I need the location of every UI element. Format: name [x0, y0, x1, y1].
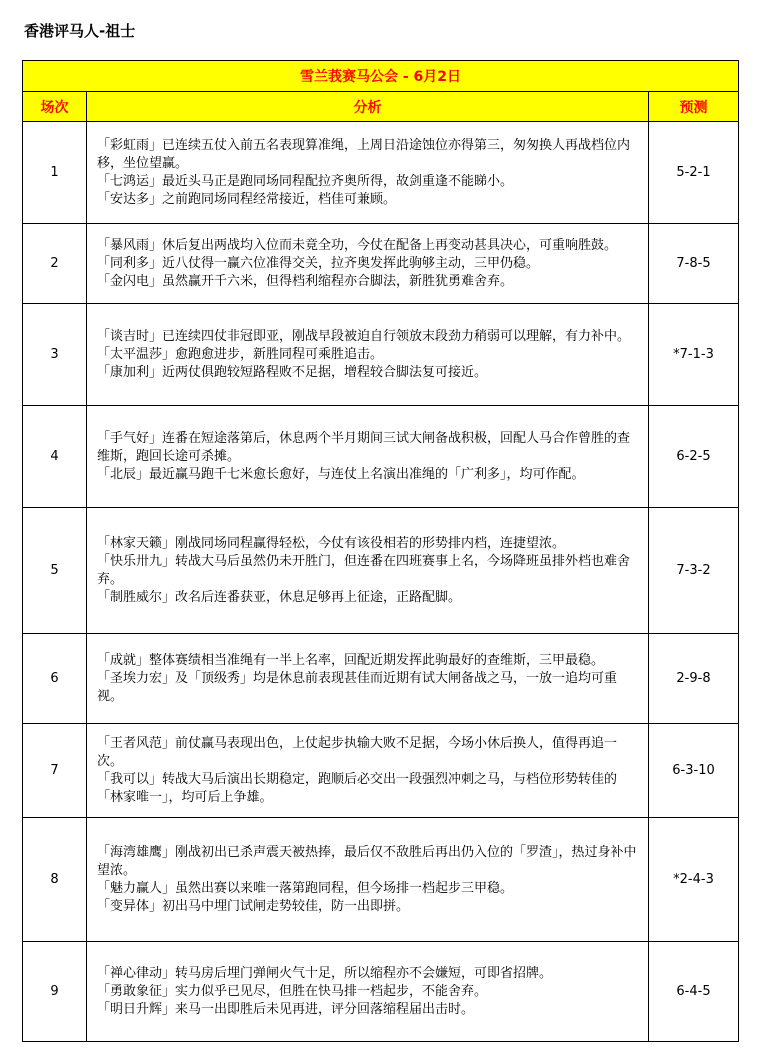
table-banner: 雪兰莪赛马公会 - 6月2日	[23, 61, 739, 92]
race-analysis	[87, 304, 649, 406]
analysis-line: 「暴风雨」休后复出两战均入位而未竟全功，今仗在配备上再变动甚具决心，可重响胜鼓。	[97, 237, 618, 253]
analysis-line: 「康加利」近两仗俱跑较短路程败不足据，增程较合脚法复可接近。	[97, 364, 488, 380]
analysis-line: 「快乐卅九」转战大马后虽然仍未开胜门，但连番在四班赛事上名，今场降班虽排外档也难舍弃。	[97, 553, 631, 587]
race-prediction: 6-2-5	[649, 406, 739, 508]
analysis-line: 「圣埃力宏」及「顶级秀」均是休息前表现甚佳而近期有试大闸备战之马，一放一追均可重视。	[97, 670, 618, 704]
race-analysis	[87, 122, 649, 224]
race-prediction: 7-3-2	[649, 508, 739, 634]
analysis-line: 「安达多」之前跑同场同程经常接近，档佳可兼顾。	[97, 191, 397, 207]
analysis-line: 「谈吉时」已连续四仗非冠即亚，刚战早段被迫自行领放末段劲力稍弱可以理解，有力补中。	[97, 328, 631, 344]
race-analysis	[87, 508, 649, 634]
analysis-line: 「王者风范」前仗赢马表现出色，上仗起步执输大败不足据，今场小休后换人，值得再追一次。	[97, 735, 618, 769]
race-number: 7	[23, 724, 87, 818]
race-analysis	[87, 724, 649, 818]
analysis-line: 「制胜威尔」改名后连番获亚，休息足够再上征途，正路配脚。	[97, 589, 462, 605]
table-row	[23, 304, 739, 406]
race-number: 6	[23, 634, 87, 724]
analysis-line: 「太平温莎」愈跑愈进步，新胜同程可乘胜追击。	[97, 346, 384, 362]
table-row	[23, 942, 739, 1042]
analysis-line: 「七鸿运」最近头马正是跑同场同程配拉齐奥所得，故剑重逢不能睇小。	[97, 173, 514, 189]
race-analysis	[87, 634, 649, 724]
analysis-line: 「海湾雄鹰」刚战初出已杀声震天被热捧，最后仅不敌胜后再出仍入位的「罗渣」，热过身补中望浓。	[97, 844, 637, 878]
race-number: 3	[23, 304, 87, 406]
race-analysis	[87, 406, 649, 508]
analysis-line: 「明日升辉」来马一出即胜后未见再进，评分回落缩程届出击时。	[97, 1001, 475, 1017]
race-analysis	[87, 224, 649, 304]
page-title: 香港评马人-祖士	[24, 22, 136, 40]
analysis-line: 「北辰」最近赢马跑千七米愈长愈好，与连仗上名演出准绳的「广利多」，均可作配。	[97, 466, 585, 482]
table-row	[23, 724, 739, 818]
table-row	[23, 634, 739, 724]
analysis-line: 「手气好」连番在短途落第后，休息两个半月期间三试大闸备战积极，回配人马合作曾胜的查维斯，跑回长途可杀摊。	[97, 430, 631, 464]
analysis-line: 「魅力赢人」虽然出赛以来唯一落第跑同程，但今场排一档起步三甲稳。	[97, 880, 514, 896]
analysis-line: 「我可以」转战大马后演出长期稳定，跑顺后必交出一段强烈冲刺之马，与档位形势转佳的「林家唯一」，均可后上争雄。	[97, 771, 618, 805]
table-row	[23, 818, 739, 942]
race-number: 5	[23, 508, 87, 634]
race-analysis	[87, 942, 649, 1042]
race-prediction: 6-4-5	[649, 942, 739, 1042]
race-analysis	[87, 818, 649, 942]
race-prediction: *7-1-3	[649, 304, 739, 406]
race-prediction: 6-3-10	[649, 724, 739, 818]
analysis-line: 「林家天籁」刚战同场同程赢得轻松，今仗有该役相若的形势排内档，连捷望浓。	[97, 535, 566, 551]
analysis-line: 「变异体」初出马中埋门试闸走势较佳，防一出即拼。	[97, 898, 410, 914]
analysis-line: 「彩虹雨」已连续五仗入前五名表现算准绳，上周日沿途蚀位亦得第三，匆匆换人再战档位内移，坐位望赢。	[97, 137, 631, 171]
header-race: 场次	[23, 92, 87, 122]
race-prediction: 7-8-5	[649, 224, 739, 304]
race-prediction: 5-2-1	[649, 122, 739, 224]
table-row	[23, 122, 739, 224]
analysis-line: 「成就」整体赛绩相当准绳有一半上名率，回配近期发挥此驹最好的查维斯，三甲最稳。	[97, 652, 605, 668]
analysis-line: 「同利多」近八仗得一赢六位准得交关，拉齐奥发挥此驹够主动，三甲仍稳。	[97, 255, 540, 271]
analysis-line: 「禅心律动」转马房后埋门弹闸火气十足，所以缩程亦不会嫌短，可即省招牌。	[97, 965, 553, 981]
race-number: 4	[23, 406, 87, 508]
table-row	[23, 508, 739, 634]
race-prediction: 2-9-8	[649, 634, 739, 724]
header-analysis: 分析	[87, 92, 649, 122]
race-number: 1	[23, 122, 87, 224]
race-number: 8	[23, 818, 87, 942]
header-prediction: 预测	[649, 92, 739, 122]
race-prediction: *2-4-3	[649, 818, 739, 942]
race-number: 9	[23, 942, 87, 1042]
analysis-line: 「勇敢象征」实力似乎已见尽，但胜在快马排一档起步，不能舍弃。	[97, 983, 488, 999]
race-number: 2	[23, 224, 87, 304]
race-analysis-table	[22, 60, 739, 1042]
analysis-line: 「金闪电」虽然赢开千六米，但得档利缩程亦合脚法，新胜犹勇难舍弃。	[97, 273, 514, 289]
table-row	[23, 406, 739, 508]
table-row	[23, 224, 739, 304]
